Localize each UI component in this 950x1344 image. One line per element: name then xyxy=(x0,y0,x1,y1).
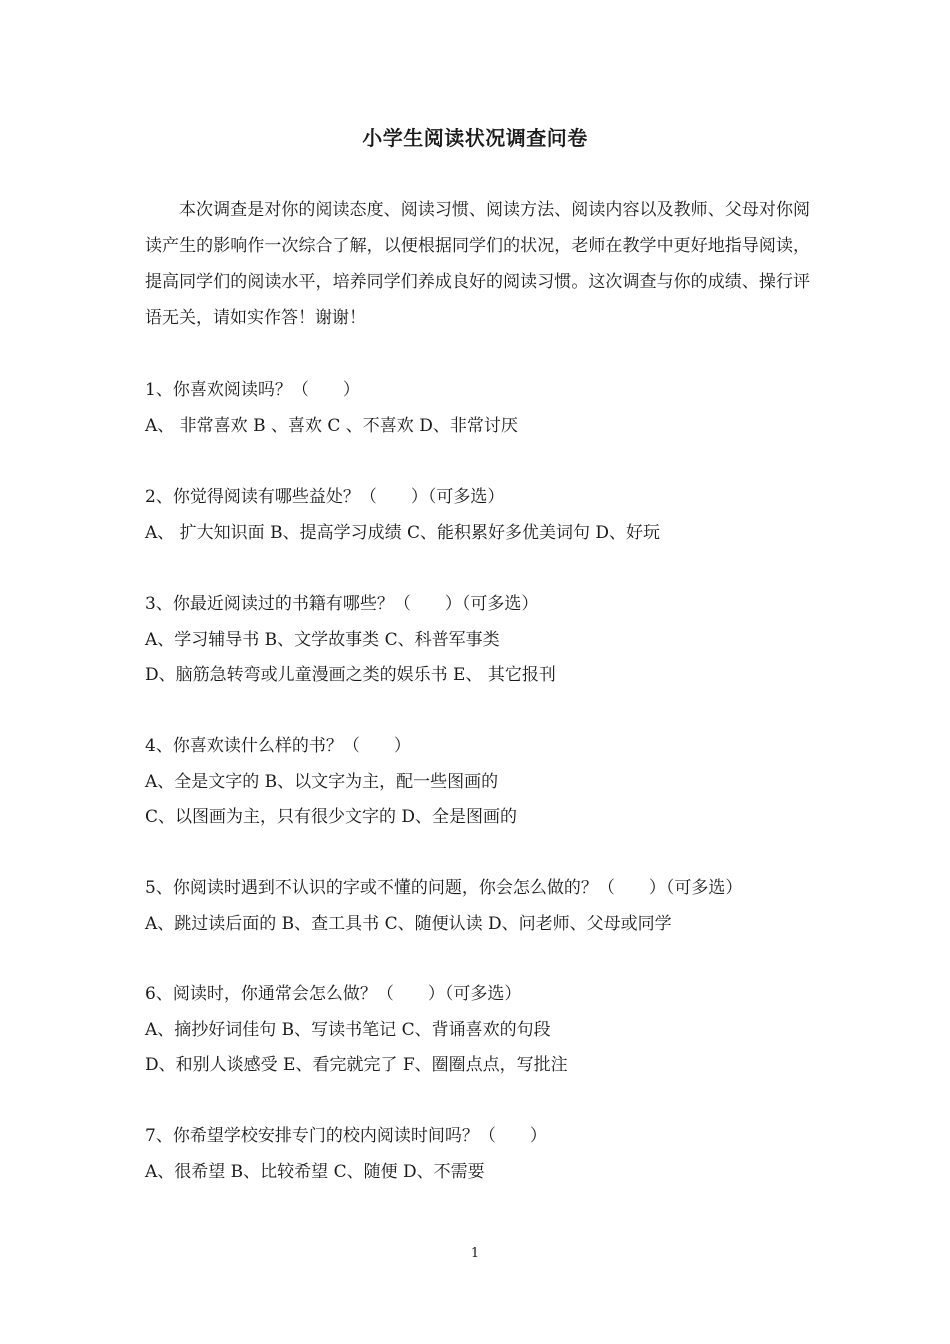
page-number: 1 xyxy=(470,1246,480,1261)
question-3: 3、你最近阅读过的书籍有哪些？（ ）（可多选） xyxy=(145,594,539,614)
question-2: 2、你觉得阅读有哪些益处？（ ）（可多选） xyxy=(145,487,505,507)
question-5: 5、你阅读时遇到不认识的字或不懂的问题，你会怎么做的？（ ）（可多选） xyxy=(145,878,743,898)
question-4: 4、你喜欢读什么样的书？（ ） xyxy=(145,736,411,756)
question-6: 6、阅读时，你通常会怎么做？（ ）（可多选） xyxy=(145,984,522,1004)
question-7: 7、你希望学校安排专门的校内阅读时间吗？（ ） xyxy=(145,1126,547,1146)
question-2-options: A、 扩大知识面 B、提高学习成绩 C、能积累好多优美词句 D、好玩 xyxy=(145,523,661,543)
question-7-options: A、很希望 B、比较希望 C、随便 D、不需要 xyxy=(145,1162,485,1182)
question-6-options-line-2: D、和别人谈感受 E、看完就完了 F、圈圈点点，写批注 xyxy=(145,1055,568,1075)
question-3-options-line-2: D、脑筋急转弯或儿童漫画之类的娱乐书 E、 其它报刊 xyxy=(145,665,556,685)
question-4-options-line-1: A、全是文字的 B、以文字为主，配一些图画的 xyxy=(145,772,499,792)
survey-intro: 本次调查是对你的阅读态度、阅读习惯、阅读方法、阅读内容以及教师、父母对你阅读产生的影响作一次综合了解，以便根据同学们的状况，老师在教学中更好地指导阅读，提高同学们的阅读水平，培养同学们养成良好的阅读习惯。这次调查与你的成绩、操行评语无关，请如实作答！谢谢！ xyxy=(145,200,810,328)
question-1-options: A、 非常喜欢 B 、喜欢 C 、不喜欢 D、非常讨厌 xyxy=(145,416,518,436)
survey-title: 小学生阅读状况调查问卷 xyxy=(362,126,588,150)
question-1: 1、你喜欢阅读吗？（ ） xyxy=(145,380,360,400)
question-4-options-line-2: C、以图画为主，只有很少文字的 D、全是图画的 xyxy=(145,807,518,827)
question-6-options-line-1: A、摘抄好词佳句 B、写读书笔记 C、背诵喜欢的句段 xyxy=(145,1020,551,1040)
question-5-options: A、跳过读后面的 B、查工具书 C、随便认读 D、问老师、父母或同学 xyxy=(145,914,672,934)
question-3-options-line-1: A、学习辅导书 B、文学故事类 C、科普军事类 xyxy=(145,630,500,650)
